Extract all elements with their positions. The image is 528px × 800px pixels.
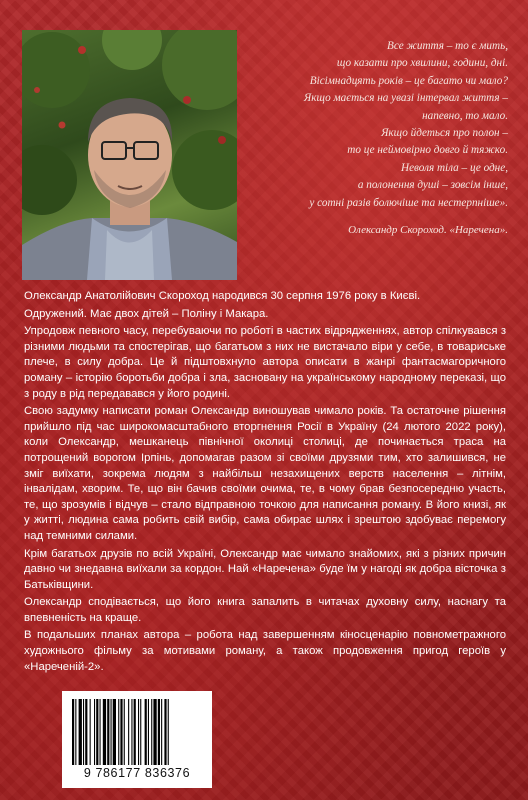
barcode-bar xyxy=(131,699,132,765)
poem-line: у сотні разів болючіше та нестерпніше». xyxy=(309,196,508,209)
author-portrait-illustration xyxy=(22,30,237,280)
author-biography xyxy=(24,289,506,677)
barcode-bar xyxy=(79,699,82,765)
poem-line: а полонення душі – зовсім інше, xyxy=(357,179,508,192)
barcode-bar xyxy=(118,699,119,765)
bio-paragraph: Упродовж певного часу, перебуваючи по роботі в частих відрядженнях, автор спілкувався з різними людьми та спостерігав, що багатьом з них не вистачало віри у себе, в товариське плече, в силу добра. Це й підштовхнуло автора описати в жанрі фантасмагоричного роману – історію боротьби добра і зла, засновану на українському народному переказі, що з роду в рід передавався у його родині. xyxy=(24,325,506,400)
barcode-bar xyxy=(140,699,141,765)
isbn-barcode xyxy=(62,691,212,788)
poem-signature: Олександр Скороход. «Наречена». xyxy=(348,224,508,237)
poem-line: Вісімнадцять років – це багато чи мало? xyxy=(309,74,508,87)
barcode-bar xyxy=(153,699,156,765)
poem-line: напевно, то мало. xyxy=(422,109,508,122)
poem-line: Все життя – то є мить, xyxy=(387,40,508,52)
barcode-bar xyxy=(151,699,152,765)
barcode-bar xyxy=(94,699,95,765)
bio-family: Одружений. Має двох дітей – Поліну і Макара. xyxy=(24,307,269,320)
barcode-bar xyxy=(83,699,84,765)
barcode-bar xyxy=(168,699,169,765)
barcode-bar xyxy=(90,699,91,765)
barcode-bar xyxy=(161,699,162,765)
poem-line: Якщо мається на увазі інтервал життя – xyxy=(303,92,508,105)
bio-paragraph: В подальших планах автора – робота над завершенням кіносценарію повнометражного художнього фільму за мотивами роману, а також продовження пригод героїв у «Нареченій-2». xyxy=(24,629,506,673)
barcode-bar xyxy=(134,699,136,765)
poem-line: Якщо йдеться про полон – xyxy=(381,127,508,140)
poem-line: що казати про хвилини, години, дні. xyxy=(336,57,508,70)
bio-paragraph: Свою задумку написати роман Олександр виношував чимало років. Та остаточне рішення прийшло під час широкомасштабного вторгнення Росії в Україну (24 лютого 2022 року), коли Олександр, мешканець північної околиці столиці, де починається траса на потрощений ворогом Ірпінь, допомагав разом зі своїми друзями тим, хто залишився, не зміг виїхати, зокрема людям з найбільш незахищених верств населення – літнім, інвалідам, хворим. Те, що він бачив своїми очима, те, в чому брав безпосередню участь, те, що зрозумів і відчув – стало відправною точкою для написання роману. В його книзі, як у житті, людина сама робить свій вибір, сама обирає шлях і зрештою здобуває перемогу над темними силами. xyxy=(24,405,506,542)
epigraph-poem xyxy=(250,38,508,239)
barcode-bar xyxy=(72,699,74,765)
barcode-bar xyxy=(128,699,129,765)
barcode-bar xyxy=(107,699,109,765)
author-photo xyxy=(22,30,237,280)
barcode-bar xyxy=(148,699,149,765)
barcode-bar xyxy=(164,699,166,765)
barcode-bars xyxy=(72,699,202,765)
barcode-bar xyxy=(85,699,87,765)
barcode-bar xyxy=(75,699,76,765)
barcode-bar xyxy=(113,699,116,765)
bio-paragraph: Олександр сподівається, що його книга запалить в читачах духовну силу, наснагу та впевненість на краще. xyxy=(24,596,506,624)
barcode-bar xyxy=(96,699,98,765)
barcode-bar xyxy=(158,699,160,765)
barcode-bar xyxy=(124,699,125,765)
barcode-bar xyxy=(138,699,139,765)
poem-line: то це неймовірно довго й тяжко. xyxy=(347,144,508,157)
barcode-bar xyxy=(100,699,101,765)
barcode-bar xyxy=(120,699,122,765)
isbn-number: 9 786177 836376 xyxy=(83,766,191,780)
bio-paragraph: Крім багатьох друзів по всій Україні, Олександр має чимало знайомих, які з різних причин давно чи знедавна виїхали за кордон. Най «Наречена» буде їм у нагоді як добра вісточка з Батьківщини. xyxy=(24,547,506,591)
bio-birth: Олександр Анатолійович Скороход народився 30 серпня 1976 року в Києві. xyxy=(24,290,421,302)
barcode-bar xyxy=(111,699,112,765)
barcode-bar xyxy=(145,699,147,765)
barcode-bar xyxy=(103,699,106,765)
poem-line: Неволя тіла – це одне, xyxy=(401,161,508,174)
